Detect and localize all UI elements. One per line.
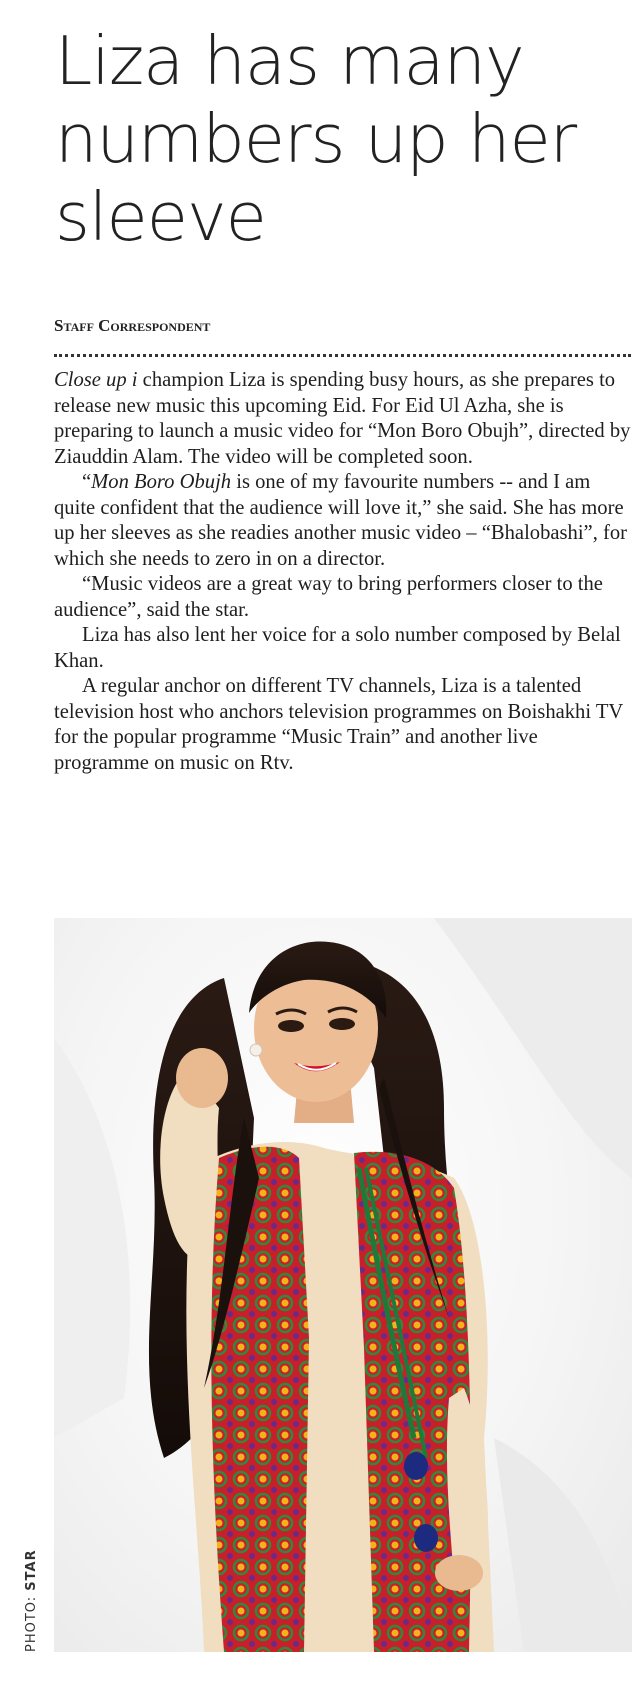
paragraph-3: “Music videos are a great way to bring performers closer to the audience”, said the star. [54, 573, 603, 621]
portrait-illustration [54, 918, 632, 1652]
paragraph-2: “Mon Boro Obujh is one of my favourite numbers -- and I am quite confident that the audience will love it,” she said. She has more up her sleeves as she readies another music video – “Bhalobashi”, for which she needs to zero in on a director. [54, 471, 628, 570]
paragraph-1-text: champion Liza is spending busy hours, as she prepares to release new music this upcoming Eid. For Eid Ul Azha, she is preparing to launch a music video for “Mon Boro Obujh”, directed by Ziauddin Alam. The video will be completed soon. [54, 369, 631, 468]
headline: Liza has many numbers up her sleeve [55, 22, 577, 256]
paragraph-4: Liza has also lent her voice for a solo number composed by Belal Khan. [54, 624, 621, 672]
portrait-photo [54, 918, 632, 1652]
paragraph-1 [54, 368, 632, 470]
photo-credit: PHOTO: STAR [24, 1549, 39, 1652]
paragraph-2-text: is one of my favourite numbers -- and I am quite confident that the audience will love it,” she said. She has more up her sleeves as she readies another music video – “Bhalobashi”, for which she needs to zero in on a director. [54, 471, 628, 570]
song-title-italic: Mon Boro Obujh [91, 471, 232, 493]
dotted-divider [54, 354, 631, 357]
photo-credit-source: STAR [24, 1549, 39, 1591]
article-body [54, 368, 632, 776]
lead-italic: Close up i [54, 369, 138, 391]
byline: Staff Correspondent [54, 316, 211, 335]
paragraph-5: A regular anchor on different TV channels, Liza is a talented television host who anchors television programmes on Boishakhi TV for the popular programme “Music Train” and another live programme on music on Rtv. [54, 675, 623, 774]
